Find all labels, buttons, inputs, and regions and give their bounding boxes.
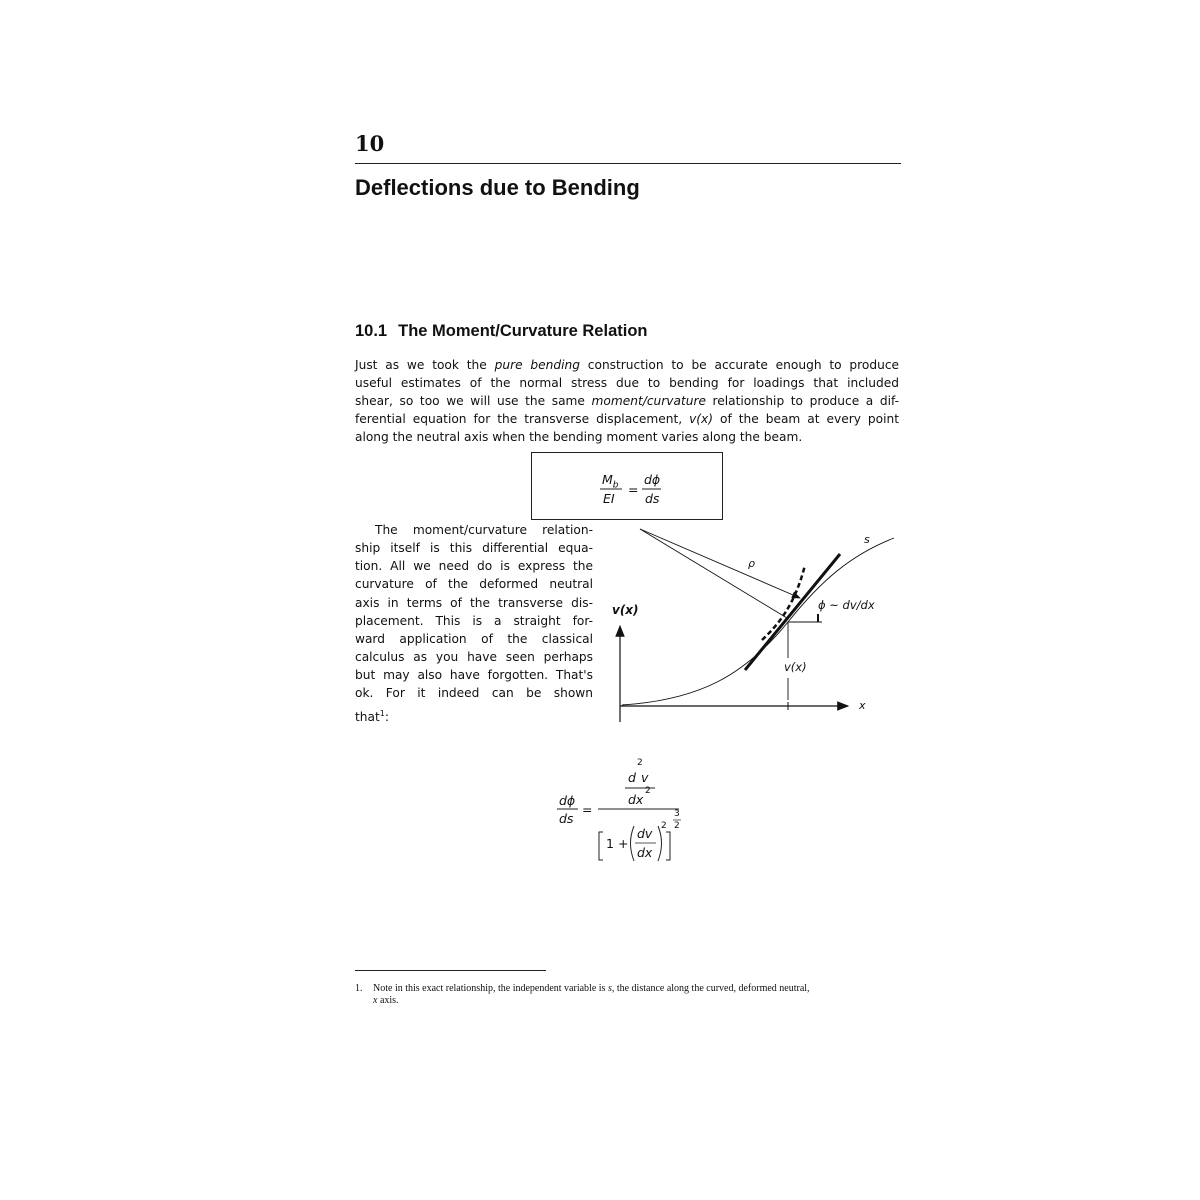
chapter-number: 10 bbox=[355, 131, 385, 156]
footnote-line-1: Note in this exact relationship, the independent variable is s, the distance along the curved, deformed neutral, bbox=[373, 983, 810, 994]
footnote-ref: 1 bbox=[379, 709, 385, 718]
side-text-line-1: The moment/curvature relation- bbox=[375, 523, 593, 537]
side-text-line-5: axis in terms of the transverse dis- bbox=[355, 596, 593, 610]
curv-den-outer-exp-num: 3 bbox=[674, 809, 680, 819]
side-text-line-10: ok. For it indeed can be shown bbox=[355, 686, 593, 700]
label-rho: ρ bbox=[748, 557, 755, 570]
curv-num-d: d bbox=[628, 770, 636, 785]
curv-den-outer-exp-den: 2 bbox=[674, 821, 680, 831]
side-text-line-6: placement. This is a straight for- bbox=[355, 614, 593, 628]
side-text-line-2: ship itself is this differential equa- bbox=[355, 541, 593, 555]
boxed-eq-lhs-den: EI bbox=[603, 491, 615, 506]
curv-lhs-den: ds bbox=[559, 811, 574, 826]
side-text-line-7: ward application of the classical bbox=[355, 632, 593, 646]
intro-line-5: along the neutral axis when the bending moment varies along the beam. bbox=[355, 430, 803, 444]
boxed-eq-lhs-num: $M_b$ bbox=[602, 472, 619, 491]
boxed-eq-equals: = bbox=[628, 482, 639, 497]
label-s: s bbox=[864, 533, 870, 546]
label-vx-point: v(x) bbox=[784, 660, 807, 674]
boxed-eq-rhs-num: dϕ bbox=[644, 472, 661, 487]
chapter-title: Deflections due to Bending bbox=[355, 175, 640, 200]
intro-line-4: ferential equation for the transverse displacement, v(x) of the beam at every point bbox=[355, 412, 899, 426]
curv-lhs-num: dϕ bbox=[559, 793, 576, 808]
boxed-eq-rhs-den: ds bbox=[645, 491, 660, 506]
side-text-line-4: curvature of the deformed neutral bbox=[355, 577, 593, 591]
label-phi: ϕ ~ dv/dx bbox=[818, 598, 875, 612]
deflection-curve bbox=[622, 538, 894, 705]
curv-equals: = bbox=[582, 802, 593, 817]
curv-num-den: dx bbox=[628, 792, 644, 807]
radius-line-2 bbox=[640, 529, 787, 618]
footnote-marker: 1. bbox=[355, 983, 363, 994]
section-title: The Moment/Curvature Relation bbox=[398, 322, 648, 340]
side-text-line-11: that$^1$: bbox=[355, 709, 389, 725]
side-text-line-8: calculus as you have seen perhaps bbox=[355, 650, 593, 664]
curv-den-frac-num: dv bbox=[637, 826, 653, 841]
tangent-line bbox=[745, 554, 840, 670]
label-x: x bbox=[859, 699, 866, 712]
intro-line-1: Just as we took the pure bending construction to be accurate enough to produce bbox=[355, 358, 900, 372]
side-text-line-9: but may also have forgotten. That's bbox=[355, 668, 593, 682]
label-vx-axis: v(x) bbox=[612, 603, 639, 617]
intro-line-3: shear, so too we will use the same moment/curvature relationship to produce a dif- bbox=[355, 394, 899, 408]
footnote-rule bbox=[355, 970, 546, 971]
curv-den-one: 1 bbox=[606, 836, 614, 851]
section-number: 10.1 bbox=[355, 322, 388, 340]
curv-den-inner-exp: 2 bbox=[661, 821, 667, 831]
intro-line-2: useful estimates of the normal stress due to bending for loadings that included bbox=[355, 376, 899, 390]
radius-line-1 bbox=[640, 529, 800, 598]
curv-den-plus: + bbox=[618, 836, 629, 851]
curv-num-d-sup: 2 bbox=[637, 758, 643, 768]
footnote-line-2: x axis. bbox=[373, 995, 399, 1006]
curv-num-v: v bbox=[641, 770, 649, 785]
curv-den-frac-den: dx bbox=[637, 845, 653, 860]
side-text-line-3: tion. All we need do is express the bbox=[355, 559, 593, 573]
curv-num-den-sup: 2 bbox=[645, 786, 651, 796]
